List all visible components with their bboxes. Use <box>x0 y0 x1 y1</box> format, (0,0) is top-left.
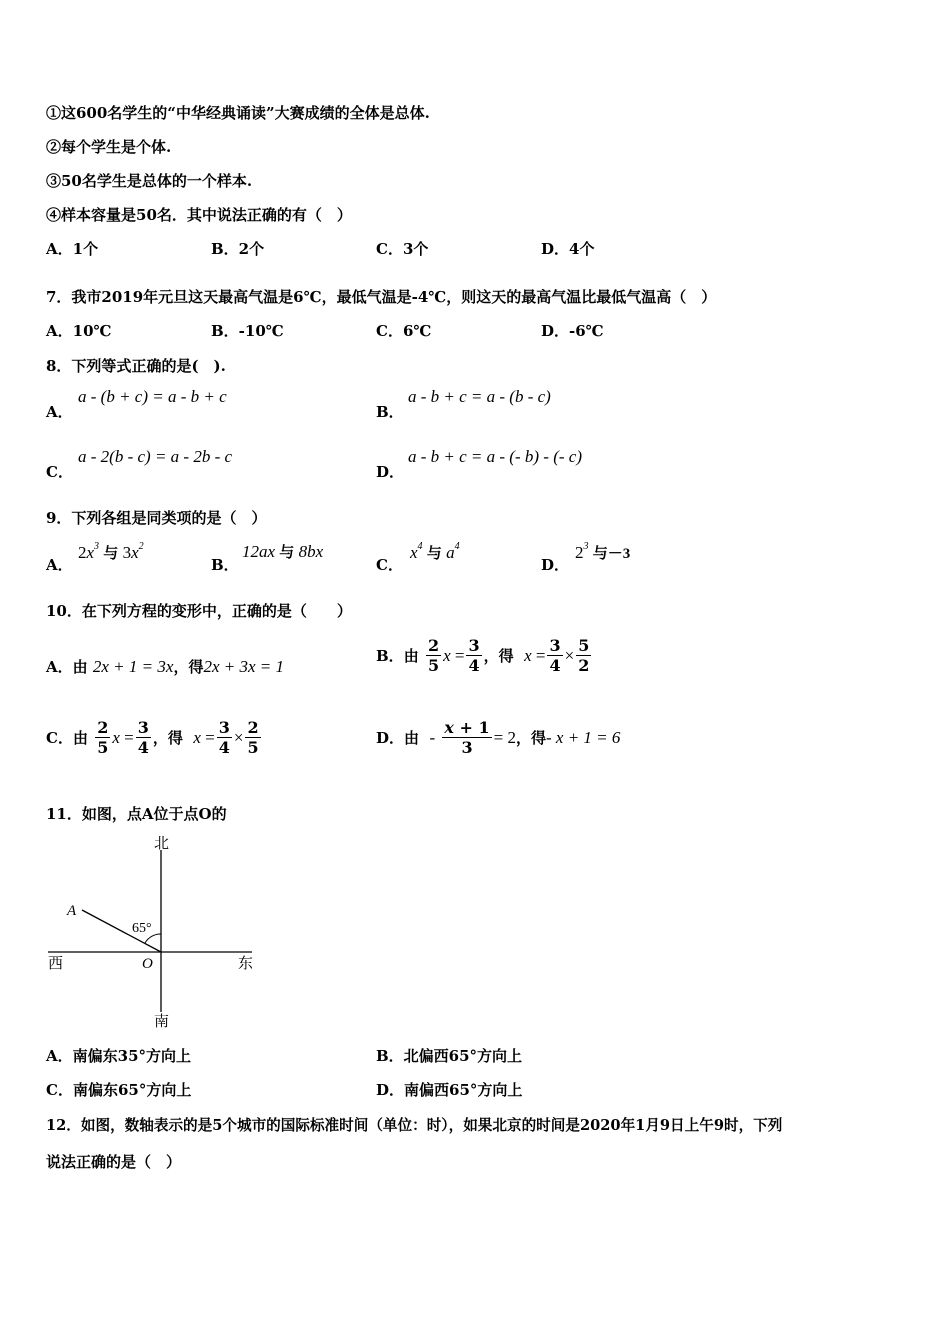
q12-stem-line1: 12．如图，数轴表示的是5个城市的国际标准时间（单位：时），如果北京的时间是2020年1月9日上午9时，下列 <box>46 1117 783 1134</box>
q7-stem: 7．我市2019年元旦这天最高气温是6℃，最低气温是-4℃，则这天的最高气温比最低气温高（ ） <box>46 288 717 306</box>
q10-option-c: C． 由 $\frac{2}{5}$ x = $\frac{3}{4}$ ，得 x = $\frac{3}{4}$ × $\frac{2}{5}$ <box>46 718 259 757</box>
q9-label-c: C． <box>376 556 403 574</box>
q10-option-a: A． 由 2x + 1 = 3x ，得 2x + 3x = 1 <box>46 656 284 676</box>
prev-option-d: D．4个 <box>541 240 595 258</box>
q11-option-a: A．南偏东35°方向上 <box>46 1047 192 1065</box>
prev-option-a: A．1个 <box>46 240 99 258</box>
q9-stem: 9．下列各组是同类项的是（ ） <box>46 509 267 527</box>
south-label: 南 <box>154 1014 170 1030</box>
east-label: 东 <box>238 956 254 972</box>
west-label: 西 <box>48 956 64 972</box>
q8-formula-a: a - (b + c) = a - b + c <box>78 387 227 406</box>
prev-option-c: C．3个 <box>376 240 429 258</box>
q11-option-c: C．南偏东65°方向上 <box>46 1081 192 1099</box>
prev-option-b: B．2个 <box>211 240 265 258</box>
q11-option-d: D．南偏西65°方向上 <box>376 1081 523 1099</box>
q9-c-expr: $x^4$ 与 $a^4$ <box>410 541 460 562</box>
q9-d-expr: $2^3$ 与－3 <box>575 541 631 562</box>
q8-label-c: C． <box>46 463 73 481</box>
q11-option-b: B．北偏西65°方向上 <box>376 1047 523 1065</box>
q8-stem: 8．下列等式正确的是( ). <box>46 357 226 375</box>
q9-b-expr: 12ax 与 8bx <box>242 542 324 561</box>
point-a-label: A <box>67 903 77 919</box>
origin-label: O <box>142 956 153 972</box>
q10-option-d: D． 由 - $\frac{x + 1}{3}$ = 2 ，得 - x + 1 = 6 <box>376 718 621 757</box>
q7-option-c: C．6℃ <box>376 322 432 340</box>
q9-label-d: D． <box>541 556 570 574</box>
statement-4: ④样本容量是50名．其中说法正确的有（ ） <box>46 206 352 224</box>
statement-2: ②每个学生是个体. <box>46 138 172 156</box>
q7-option-b: B．-10℃ <box>211 322 284 340</box>
q9-a-expr: $2x^3$ 与 $3x^2$ <box>78 541 144 562</box>
q8-label-d: D． <box>376 463 405 481</box>
q8-label-a: A． <box>46 403 73 421</box>
angle-label: 65° <box>132 921 152 936</box>
statement-3: ③50名学生是总体的一个样本. <box>46 172 253 190</box>
north-label: 北 <box>154 836 170 852</box>
q8-formula-c: a - 2(b - c) = a - 2b - c <box>78 447 233 466</box>
q7-option-a: A．10℃ <box>46 322 112 340</box>
q8-formula-b: a - b + c = a - (b - c) <box>408 387 551 406</box>
q10-option-b: B． 由 $\frac{2}{5}$ x = $\frac{3}{4}$ ，得 x = $\frac{3}{4}$ × $\frac{5}{2}$ <box>376 636 590 675</box>
q9-label-b: B． <box>211 556 239 574</box>
q10-stem: 10．在下列方程的变形中，正确的是（ ） <box>46 602 352 620</box>
q7-option-d: D．-6℃ <box>541 322 604 340</box>
q11-stem: 11．如图，点A位于点O的 <box>46 805 227 823</box>
q12-stem-line2: 说法正确的是（ ） <box>46 1153 182 1171</box>
q9-label-a: A． <box>46 556 73 574</box>
q8-label-b: B． <box>376 403 404 421</box>
statement-1: ①这600名学生的“中华经典诵读”大赛成绩的全体是总体. <box>46 104 430 122</box>
compass-figure <box>40 830 270 1030</box>
q8-formula-d: a - b + c = a - (- b) - (- c) <box>408 447 582 466</box>
